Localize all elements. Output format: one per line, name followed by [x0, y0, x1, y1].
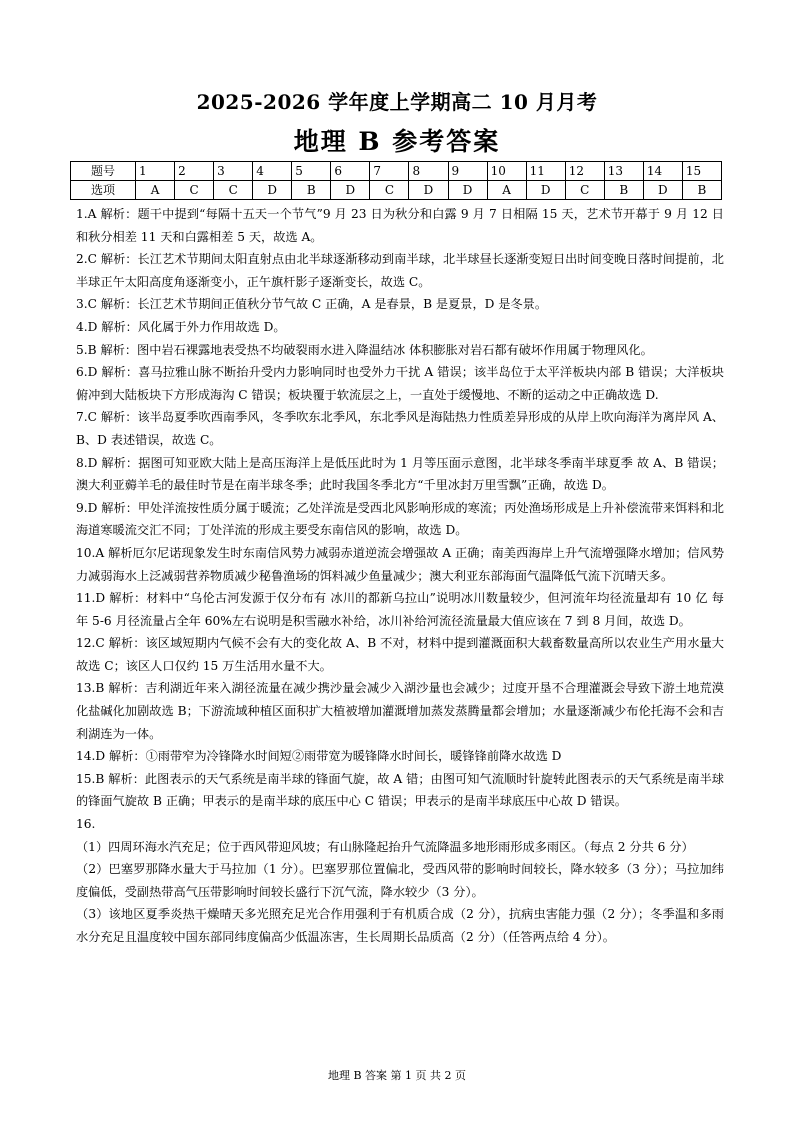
explanation-q16-part3: （3）该地区夏季炎热干燥晴天多光照充足光合作用强利于有机质合成（2 分），抗病虫害能力强（2 分）；冬季温和多雨水分充足且温度较中国东部同纬度偏高少低温冻害，生长周期长品质高（2 分）（任答两点给 4 分）。 — [76, 907, 724, 944]
answer-option-cell: B — [292, 181, 331, 200]
answer-table-option-row — [71, 181, 722, 200]
question-number-cell: 15 — [682, 162, 721, 181]
explanations — [76, 203, 724, 949]
explanation-q6: 6.D 解析：喜马拉雅山脉不断抬升受内力影响同时也受外力干扰 A 错误；该半岛位于太平洋板块内部 B 错误；大洋板块俯冲到大陆板块下方形成海沟 C 错误；板块覆于软流层之上，一直处于缓慢地、不断的运动之中正确故选 D. — [76, 365, 724, 402]
explanation-q3: 3.C 解析：长江艺术节期间正值秋分节气故 C 正确，A 是春景，B 是夏景，D 是冬景。 — [76, 297, 548, 312]
answer-option-cell: A — [136, 181, 175, 200]
answer-table-number-row — [71, 162, 722, 181]
explanation-q2: 2.C 解析：长江艺术节期间太阳直射点由北半球逐渐移动到南半球，北半球昼长逐渐变短日出时间变晚日落时间提前，北半球正午太阳高度角逐渐变小，正午旗杆影子逐渐变长，故选 C。 — [76, 252, 724, 289]
answer-option-cell: C — [175, 181, 214, 200]
explanation-q16-part1: （1）四周环海水汽充足；位于西风带迎风坡；有山脉隆起抬升气流降温多地形雨形成多雨区。（每点 2 分共 6 分） — [76, 839, 694, 854]
question-number-cell: 14 — [643, 162, 682, 181]
explanation-q1: 1.A 解析：题干中提到“每隔十五天一个节气”9 月 23 日为秋分和白露 9 月 7 日相隔 15 天，艺术节开幕于 9 月 12 日和秋分相差 11 天和白露相差 5 天，故选 A。 — [76, 207, 724, 244]
question-number-cell: 12 — [565, 162, 604, 181]
answer-option-cell: D — [331, 181, 370, 200]
exam-title: 2025-2026 学年度上学期高二 10 月月考 — [196, 90, 598, 114]
question-number-cell: 11 — [526, 162, 565, 181]
explanation-q10: 10.A 解析厄尔尼诺现象发生时东南信风势力减弱赤道逆流会增强故 A 正确；南美西海岸上升气流增强降水增加；信风势力减弱海水上泛减弱营养物质减少秘鲁渔场的饵料减少鱼量减少；澳大利亚东部海面气温降低气流下沉晴天多。 — [76, 545, 724, 583]
answer-table — [70, 161, 722, 200]
answer-option-cell: D — [448, 181, 487, 200]
question-number-cell: 10 — [487, 162, 526, 181]
question-number-cell: 4 — [253, 162, 292, 181]
explanation-q5: 5.B 解析：图中岩石裸露地表受热不均破裂雨水进入降温结冰 体积膨胀对岩石都有破坏作用属于物理风化。 — [76, 342, 653, 357]
explanation-q12: 12.C 解析：该区域短期内气候不会有大的变化故 A、B 不对，材料中提到灌溉面积大载畜数量高所以农业生产用水量大故选 C；该区人口仅约 15 万生活用水量不大。 — [76, 636, 724, 673]
answer-option-cell: D — [409, 181, 448, 200]
explanation-q16-part2: （2）巴塞罗那降水量大于马拉加（1 分）。巴塞罗那位置偏北，受西风带的影响时间较长，降水较多（3 分）；马拉加纬度偏低，受副热带高气压带影响时间较长盛行下沉气流，降水较少（3 分）。 — [76, 862, 724, 899]
explanation-q14: 14.D 解析：①雨带窄为冷锋降水时间短②雨带宽为暖锋降水时间长，暖锋锋前降水故选 D — [76, 749, 562, 764]
explanation-q13: 13.B 解析：吉利湖近年来入湖径流量在减少携沙量会减少入湖沙量也会减少；过度开垦不合理灌溉会导致下游土地荒漠化盐碱化加剧故选 B；下游流域种植区面积扩大植被增加灌溉增加蒸发蒸腾量都会增加；水量逐渐减少布伦托海不会和吉利湖连为一体。 — [76, 681, 724, 741]
answer-option-cell: D — [526, 181, 565, 200]
answer-option-cell: A — [487, 181, 526, 200]
answer-key-title: 地理 B 参考答案 — [293, 127, 501, 156]
answer-option-cell: D — [253, 181, 292, 200]
question-number-cell: 5 — [292, 162, 331, 181]
explanation-q4: 4.D 解析：风化属于外力作用故选 D。 — [76, 319, 286, 334]
answer-option-cell: C — [565, 181, 604, 200]
answer-option-cell: B — [682, 181, 721, 200]
question-number-cell: 9 — [448, 162, 487, 181]
question-number-cell: 7 — [370, 162, 409, 181]
question-number-cell: 2 — [175, 162, 214, 181]
answer-option-cell: C — [214, 181, 253, 200]
question-number-cell: 6 — [331, 162, 370, 181]
option-row-label: 选项 — [71, 181, 136, 200]
explanation-q8: 8.D 解析：据图可知亚欧大陆上是高压海洋上是低压此时为 1 月等压面示意图，北半球冬季南半球夏季 故 A、B 错误；澳大利亚薅羊毛的最佳时节是在南半球冬季；此时我国冬季北方“千里冰封万里雪飘”正确，故选 D。 — [76, 455, 724, 493]
question-16-heading: 16. — [76, 817, 96, 832]
explanation-q7: 7.C 解析：该半岛夏季吹西南季风，冬季吹东北季风，东北季风是海陆热力性质差异形成的从岸上吹向海洋为离岸风 A、B、D 表述错误，故选 C。 — [76, 410, 724, 447]
number-row-label: 题号 — [71, 162, 136, 181]
explanation-q9: 9.D 解析：甲处洋流按性质分属于暖流；乙处洋流是受西北风影响形成的寒流；丙处渔场形成是上升补偿流带来饵料和北海道寒暖流交汇不同；丁处洋流的形成主要受东南信风的影响，故选 D。 — [76, 500, 724, 538]
explanation-q15: 15.B 解析：此图表示的天气系统是南半球的锋面气旋，故 A 错；由图可知气流顺时针旋转此图表示的天气系统是南半球的锋面气旋故 B 正确；甲表示的是南半球的底压中心 C 错误；甲表示的是南半球底压中心故 D 错误。 — [76, 771, 724, 809]
explanation-q11: 11.D 解析：材料中“乌伦古河发源于仅分布有 冰川的都新乌拉山”说明冰川数量较少，但河流年均径流量却有 10 亿 每年 5-6 月径流量占全年 60%左右说明是积雪融水补给，冰川补给河流径流量最大值应该在 7 到 8 月间，故选 D。 — [76, 591, 724, 628]
question-number-cell: 13 — [604, 162, 643, 181]
question-number-cell: 1 — [136, 162, 175, 181]
answer-option-cell: B — [604, 181, 643, 200]
question-number-cell: 8 — [409, 162, 448, 181]
question-number-cell: 3 — [214, 162, 253, 181]
answer-option-cell: C — [370, 181, 409, 200]
answer-option-cell: D — [643, 181, 682, 200]
page-footer: 地理 B 答案 第 1 页 共 2 页 — [327, 1069, 467, 1082]
